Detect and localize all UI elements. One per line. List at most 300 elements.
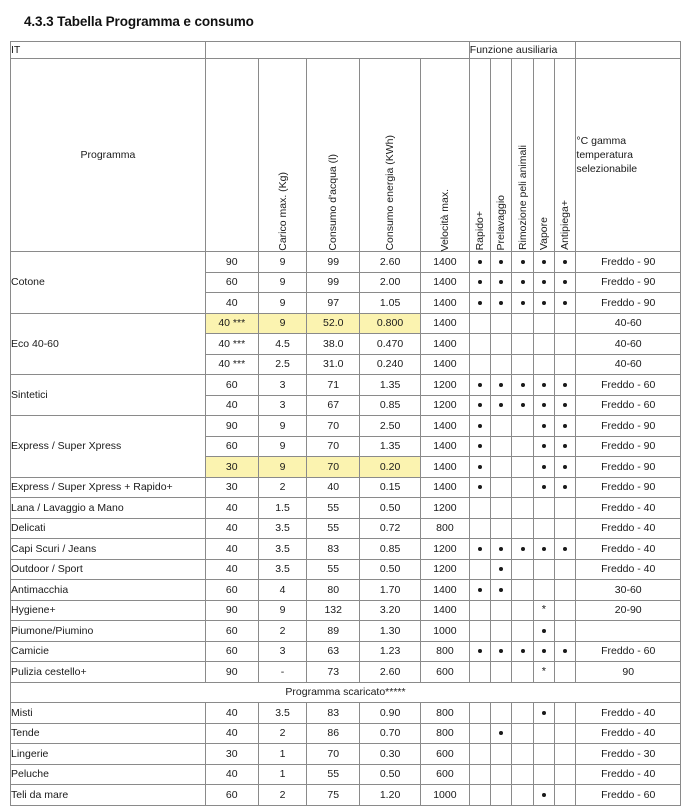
cell-aux-rimozione-peli-animali — [512, 539, 533, 560]
cell-temperature-range: Freddo - 40 — [576, 498, 681, 519]
cell-load: 1.5 — [258, 498, 307, 519]
cell-aux-rapido-plus — [469, 600, 490, 621]
table-row — [11, 580, 681, 601]
cell-temperature: 40 — [205, 559, 258, 580]
aux-dot — [499, 588, 503, 592]
cell-aux-vapore — [533, 518, 554, 539]
cell-aux-antipiega-plus — [555, 600, 576, 621]
cell-aux-rimozione-peli-animali — [512, 252, 533, 273]
cell-aux-prelavaggio — [491, 600, 512, 621]
cell-energy: 2.00 — [360, 272, 421, 293]
cell-water: 132 — [307, 600, 360, 621]
cell-speed: 1400 — [421, 600, 470, 621]
cell-aux-rapido-plus — [469, 703, 490, 724]
cell-aux-antipiega-plus — [555, 477, 576, 498]
cell-energy: 0.800 — [360, 313, 421, 334]
aux-dot — [499, 547, 503, 551]
aux-dot — [542, 793, 546, 797]
cell-aux-antipiega-plus — [555, 764, 576, 785]
cell-load: 9 — [258, 313, 307, 334]
cell-temperature: 40 — [205, 395, 258, 416]
aux-dot — [499, 567, 503, 571]
cell-program: Outdoor / Sport — [11, 559, 206, 580]
cell-aux-rapido-plus — [469, 498, 490, 519]
cell-aux-rimozione-peli-animali — [512, 272, 533, 293]
cell-program: Capi Scuri / Jeans — [11, 539, 206, 560]
aux-dot — [478, 444, 482, 448]
header-energia: Consumo energia (KWh) — [360, 59, 421, 252]
cell-aux-antipiega-plus — [555, 662, 576, 683]
cell-temperature-range: 30-60 — [576, 580, 681, 601]
cell-load: 2.5 — [258, 354, 307, 375]
cell-aux-rapido-plus — [469, 559, 490, 580]
aux-dot — [542, 465, 546, 469]
aux-dot — [542, 403, 546, 407]
aux-dot — [499, 403, 503, 407]
cell-aux-rimozione-peli-animali — [512, 723, 533, 744]
cell-aux-rimozione-peli-animali — [512, 313, 533, 334]
cell-speed: 1400 — [421, 457, 470, 478]
cell-aux-rimozione-peli-animali — [512, 662, 533, 683]
cell-water: 70 — [307, 744, 360, 765]
cell-energy: 0.72 — [360, 518, 421, 539]
header-aux-vapore: Vapore — [533, 59, 554, 252]
cell-aux-antipiega-plus — [555, 703, 576, 724]
cell-energy: 0.50 — [360, 559, 421, 580]
aux-dot — [478, 465, 482, 469]
table-row — [11, 416, 681, 437]
table-row — [11, 744, 681, 765]
aux-dot — [542, 711, 546, 715]
cell-water: 73 — [307, 662, 360, 683]
cell-aux-prelavaggio — [491, 498, 512, 519]
cell-load: 4 — [258, 580, 307, 601]
aux-dot — [563, 547, 567, 551]
cell-temperature: 40 *** — [205, 354, 258, 375]
cell-program: Eco 40-60 — [11, 313, 206, 375]
aux-dot — [563, 444, 567, 448]
cell-temperature: 60 — [205, 272, 258, 293]
cell-water: 55 — [307, 764, 360, 785]
cell-aux-prelavaggio — [491, 375, 512, 396]
aux-dot — [563, 280, 567, 284]
cell-aux-prelavaggio — [491, 744, 512, 765]
cell-aux-antipiega-plus — [555, 416, 576, 437]
cell-speed: 1000 — [421, 621, 470, 642]
cell-energy: 0.30 — [360, 744, 421, 765]
cell-temperature: 40 — [205, 539, 258, 560]
aux-dot — [478, 260, 482, 264]
cell-aux-antipiega-plus — [555, 354, 576, 375]
aux-dot — [542, 629, 546, 633]
cell-water: 70 — [307, 436, 360, 457]
aux-dot — [499, 649, 503, 653]
cell-speed: 800 — [421, 703, 470, 724]
cell-temperature-range: Freddo - 60 — [576, 641, 681, 662]
cell-temperature-range: 40-60 — [576, 334, 681, 355]
cell-load: 3 — [258, 641, 307, 662]
cell-temperature-range: Freddo - 90 — [576, 436, 681, 457]
cell-temperature-range: Freddo - 40 — [576, 559, 681, 580]
cell-temperature-range: 90 — [576, 662, 681, 683]
cell-aux-antipiega-plus — [555, 518, 576, 539]
cell-program: Express / Super Xpress — [11, 416, 206, 478]
header-aux-prelavaggio: Prelavaggio — [491, 59, 512, 252]
cell-temperature-range: 20-90 — [576, 600, 681, 621]
table-row — [11, 723, 681, 744]
cell-water: 67 — [307, 395, 360, 416]
aux-dot — [521, 280, 525, 284]
cell-load: 9 — [258, 293, 307, 314]
cell-program: Express / Super Xpress + Rapido+ — [11, 477, 206, 498]
cell-water: 83 — [307, 703, 360, 724]
cell-load: 9 — [258, 416, 307, 437]
cell-temperature-range — [576, 621, 681, 642]
header-acqua: Consumo d'acqua (l) — [307, 59, 360, 252]
cell-aux-rapido-plus — [469, 375, 490, 396]
aux-dot — [563, 424, 567, 428]
cell-aux-antipiega-plus — [555, 252, 576, 273]
cell-water: 31.0 — [307, 354, 360, 375]
cell-aux-prelavaggio — [491, 518, 512, 539]
aux-dot — [542, 301, 546, 305]
cell-aux-rimozione-peli-animali — [512, 641, 533, 662]
table-row — [11, 375, 681, 396]
cell-water: 40 — [307, 477, 360, 498]
cell-aux-antipiega-plus — [555, 580, 576, 601]
cell-program: Delicati — [11, 518, 206, 539]
cell-load: 9 — [258, 457, 307, 478]
cell-energy: 0.90 — [360, 703, 421, 724]
cell-load: 2 — [258, 621, 307, 642]
aux-dot — [478, 424, 482, 428]
cell-aux-rapido-plus — [469, 334, 490, 355]
cell-speed: 1200 — [421, 395, 470, 416]
table-header-top — [11, 42, 681, 59]
cell-load: 2 — [258, 785, 307, 806]
cell-load: 3 — [258, 375, 307, 396]
cell-program: Tende — [11, 723, 206, 744]
cell-aux-rapido-plus — [469, 621, 490, 642]
cell-aux-rapido-plus — [469, 354, 490, 375]
cell-program: Lana / Lavaggio a Mano — [11, 498, 206, 519]
cell-temperature-range: Freddo - 90 — [576, 252, 681, 273]
cell-aux-rimozione-peli-animali — [512, 395, 533, 416]
header-velocita: Velocità max. — [421, 59, 470, 252]
cell-aux-vapore — [533, 600, 554, 621]
aux-dot — [563, 301, 567, 305]
cell-temperature-range: Freddo - 60 — [576, 395, 681, 416]
cell-load: 3.5 — [258, 559, 307, 580]
aux-dot — [542, 444, 546, 448]
cell-aux-antipiega-plus — [555, 436, 576, 457]
cell-aux-prelavaggio — [491, 354, 512, 375]
cell-temperature-range: Freddo - 90 — [576, 293, 681, 314]
page-title: 4.3.3 Tabella Programma e consumo — [24, 14, 254, 29]
cell-energy: 0.20 — [360, 457, 421, 478]
cell-temperature-range: Freddo - 60 — [576, 375, 681, 396]
cell-speed: 800 — [421, 518, 470, 539]
cell-aux-rimozione-peli-animali — [512, 457, 533, 478]
cell-water: 70 — [307, 416, 360, 437]
cell-speed: 600 — [421, 764, 470, 785]
cell-temperature: 40 — [205, 723, 258, 744]
cell-aux-vapore — [533, 723, 554, 744]
cell-aux-rimozione-peli-animali — [512, 354, 533, 375]
cell-aux-rapido-plus — [469, 518, 490, 539]
aux-dot — [563, 403, 567, 407]
cell-aux-prelavaggio — [491, 723, 512, 744]
cell-aux-rimozione-peli-animali — [512, 600, 533, 621]
cell-aux-vapore — [533, 559, 554, 580]
cell-water: 86 — [307, 723, 360, 744]
cell-aux-rapido-plus — [469, 293, 490, 314]
cell-aux-prelavaggio — [491, 334, 512, 355]
cell-aux-vapore — [533, 539, 554, 560]
cell-load: 4.5 — [258, 334, 307, 355]
cell-energy: 1.30 — [360, 621, 421, 642]
cell-aux-rapido-plus — [469, 457, 490, 478]
cell-temperature: 60 — [205, 375, 258, 396]
cell-temperature-range: 40-60 — [576, 354, 681, 375]
header-aux-antipiega-plus: Antipiega+ — [555, 59, 576, 252]
table-row — [11, 662, 681, 683]
cell-load: 2 — [258, 723, 307, 744]
cell-aux-rimozione-peli-animali — [512, 764, 533, 785]
cell-aux-rimozione-peli-animali — [512, 744, 533, 765]
cell-aux-vapore — [533, 334, 554, 355]
cell-aux-antipiega-plus — [555, 457, 576, 478]
cell-energy: 1.23 — [360, 641, 421, 662]
cell-aux-prelavaggio — [491, 641, 512, 662]
cell-temperature: 60 — [205, 785, 258, 806]
cell-aux-vapore — [533, 744, 554, 765]
cell-aux-prelavaggio — [491, 477, 512, 498]
cell-energy: 2.50 — [360, 416, 421, 437]
cell-aux-rimozione-peli-animali — [512, 334, 533, 355]
program-consumption-table — [10, 41, 681, 806]
cell-water: 99 — [307, 272, 360, 293]
cell-water: 55 — [307, 498, 360, 519]
cell-temperature-range: Freddo - 40 — [576, 764, 681, 785]
cell-load: - — [258, 662, 307, 683]
cell-speed: 1400 — [421, 436, 470, 457]
cell-aux-rapido-plus — [469, 641, 490, 662]
cell-speed: 1200 — [421, 498, 470, 519]
cell-aux-antipiega-plus — [555, 375, 576, 396]
cell-temperature-range: Freddo - 90 — [576, 272, 681, 293]
cell-load: 3 — [258, 395, 307, 416]
aux-dot — [478, 280, 482, 284]
cell-energy: 3.20 — [360, 600, 421, 621]
cell-program: Camicie — [11, 641, 206, 662]
cell-aux-vapore — [533, 252, 554, 273]
cell-aux-antipiega-plus — [555, 395, 576, 416]
aux-dot — [542, 547, 546, 551]
cell-load: 1 — [258, 744, 307, 765]
cell-energy: 0.15 — [360, 477, 421, 498]
cell-temperature: 90 — [205, 252, 258, 273]
table-row — [11, 785, 681, 806]
cell-aux-vapore — [533, 764, 554, 785]
table-row — [11, 313, 681, 334]
cell-water: 97 — [307, 293, 360, 314]
cell-energy: 0.50 — [360, 498, 421, 519]
cell-aux-vapore — [533, 395, 554, 416]
cell-aux-rapido-plus — [469, 436, 490, 457]
header-carico: Carico max. (Kg) — [258, 59, 307, 252]
cell-aux-prelavaggio — [491, 580, 512, 601]
cell-temperature: 90 — [205, 662, 258, 683]
cell-temperature-range: Freddo - 40 — [576, 723, 681, 744]
table-row — [11, 252, 681, 273]
cell-speed: 1400 — [421, 580, 470, 601]
aux-dot — [499, 260, 503, 264]
header-gamma-temperatura: °C gamma temperatura selezionabile — [576, 59, 681, 252]
aux-dot — [563, 485, 567, 489]
cell-aux-rapido-plus — [469, 477, 490, 498]
cell-load: 2 — [258, 477, 307, 498]
cell-aux-vapore — [533, 416, 554, 437]
cell-water: 38.0 — [307, 334, 360, 355]
cell-aux-prelavaggio — [491, 703, 512, 724]
table-row — [11, 764, 681, 785]
cell-speed: 1200 — [421, 559, 470, 580]
cell-water: 55 — [307, 518, 360, 539]
cell-aux-prelavaggio — [491, 457, 512, 478]
cell-aux-antipiega-plus — [555, 785, 576, 806]
aux-dot — [478, 301, 482, 305]
cell-aux-rapido-plus — [469, 416, 490, 437]
table-row — [11, 539, 681, 560]
cell-aux-vapore — [533, 641, 554, 662]
aux-dot — [563, 649, 567, 653]
cell-aux-rimozione-peli-animali — [512, 785, 533, 806]
cell-energy: 1.70 — [360, 580, 421, 601]
cell-load: 3.5 — [258, 539, 307, 560]
cell-temperature-range: Freddo - 90 — [576, 477, 681, 498]
cell-load: 9 — [258, 252, 307, 273]
cell-aux-rimozione-peli-animali — [512, 703, 533, 724]
aux-dot — [521, 383, 525, 387]
cell-aux-rapido-plus — [469, 723, 490, 744]
cell-speed: 1400 — [421, 416, 470, 437]
cell-aux-rimozione-peli-animali — [512, 293, 533, 314]
cell-aux-rimozione-peli-animali — [512, 416, 533, 437]
aux-dot — [521, 260, 525, 264]
aux-dot — [542, 649, 546, 653]
table-row — [11, 641, 681, 662]
cell-aux-antipiega-plus — [555, 559, 576, 580]
cell-energy: 0.470 — [360, 334, 421, 355]
table-row — [11, 498, 681, 519]
aux-dot — [521, 301, 525, 305]
cell-temperature: 30 — [205, 744, 258, 765]
cell-aux-prelavaggio — [491, 785, 512, 806]
cell-aux-rimozione-peli-animali — [512, 477, 533, 498]
cell-aux-rimozione-peli-animali — [512, 518, 533, 539]
cell-aux-rimozione-peli-animali — [512, 559, 533, 580]
cell-program: Lingerie — [11, 744, 206, 765]
cell-aux-prelavaggio — [491, 313, 512, 334]
cell-speed: 1000 — [421, 785, 470, 806]
cell-aux-rapido-plus — [469, 580, 490, 601]
cell-temperature: 60 — [205, 580, 258, 601]
cell-program: Sintetici — [11, 375, 206, 416]
cell-aux-vapore — [533, 293, 554, 314]
cell-load: 3.5 — [258, 518, 307, 539]
cell-aux-rimozione-peli-animali — [512, 621, 533, 642]
cell-aux-antipiega-plus — [555, 744, 576, 765]
cell-aux-prelavaggio — [491, 559, 512, 580]
table-row — [11, 477, 681, 498]
aux-dot — [499, 731, 503, 735]
cell-aux-vapore — [533, 498, 554, 519]
cell-aux-vapore — [533, 621, 554, 642]
header-programma: Programma — [11, 59, 206, 252]
cell-aux-prelavaggio — [491, 436, 512, 457]
cell-aux-rapido-plus — [469, 764, 490, 785]
cell-aux-rapido-plus — [469, 395, 490, 416]
cell-aux-antipiega-plus — [555, 621, 576, 642]
cell-aux-rapido-plus — [469, 539, 490, 560]
aux-dot — [542, 383, 546, 387]
cell-aux-prelavaggio — [491, 293, 512, 314]
cell-energy: 0.85 — [360, 539, 421, 560]
aux-dot — [478, 485, 482, 489]
cell-aux-antipiega-plus — [555, 641, 576, 662]
cell-water: 83 — [307, 539, 360, 560]
cell-temperature: 60 — [205, 436, 258, 457]
cell-speed: 800 — [421, 641, 470, 662]
cell-aux-antipiega-plus — [555, 498, 576, 519]
cell-program: Peluche — [11, 764, 206, 785]
cell-temperature: 90 — [205, 416, 258, 437]
table-row — [11, 559, 681, 580]
cell-speed: 1400 — [421, 313, 470, 334]
cell-aux-prelavaggio — [491, 252, 512, 273]
aux-dot — [542, 280, 546, 284]
cell-temperature: 40 — [205, 498, 258, 519]
aux-star: * — [541, 603, 547, 616]
cell-aux-rimozione-peli-animali — [512, 580, 533, 601]
cell-speed: 1400 — [421, 272, 470, 293]
cell-load: 3.5 — [258, 703, 307, 724]
cell-aux-prelavaggio — [491, 621, 512, 642]
cell-temperature-range: Freddo - 40 — [576, 703, 681, 724]
cell-temperature: 40 — [205, 764, 258, 785]
aux-dot — [478, 547, 482, 551]
cell-speed: 1400 — [421, 293, 470, 314]
document-page — [0, 14, 691, 801]
aux-dot — [521, 547, 525, 551]
separator-label: Programma scaricato***** — [11, 682, 681, 703]
cell-aux-vapore — [533, 313, 554, 334]
cell-temperature: 40 — [205, 518, 258, 539]
cell-temperature: 40 — [205, 293, 258, 314]
aux-dot — [563, 465, 567, 469]
cell-energy: 2.60 — [360, 662, 421, 683]
cell-water: 63 — [307, 641, 360, 662]
header-spacer-right — [576, 42, 681, 59]
aux-dot — [499, 280, 503, 284]
cell-aux-prelavaggio — [491, 662, 512, 683]
cell-aux-rapido-plus — [469, 252, 490, 273]
table-body — [11, 42, 681, 806]
cell-water: 71 — [307, 375, 360, 396]
cell-water: 80 — [307, 580, 360, 601]
cell-energy: 0.240 — [360, 354, 421, 375]
